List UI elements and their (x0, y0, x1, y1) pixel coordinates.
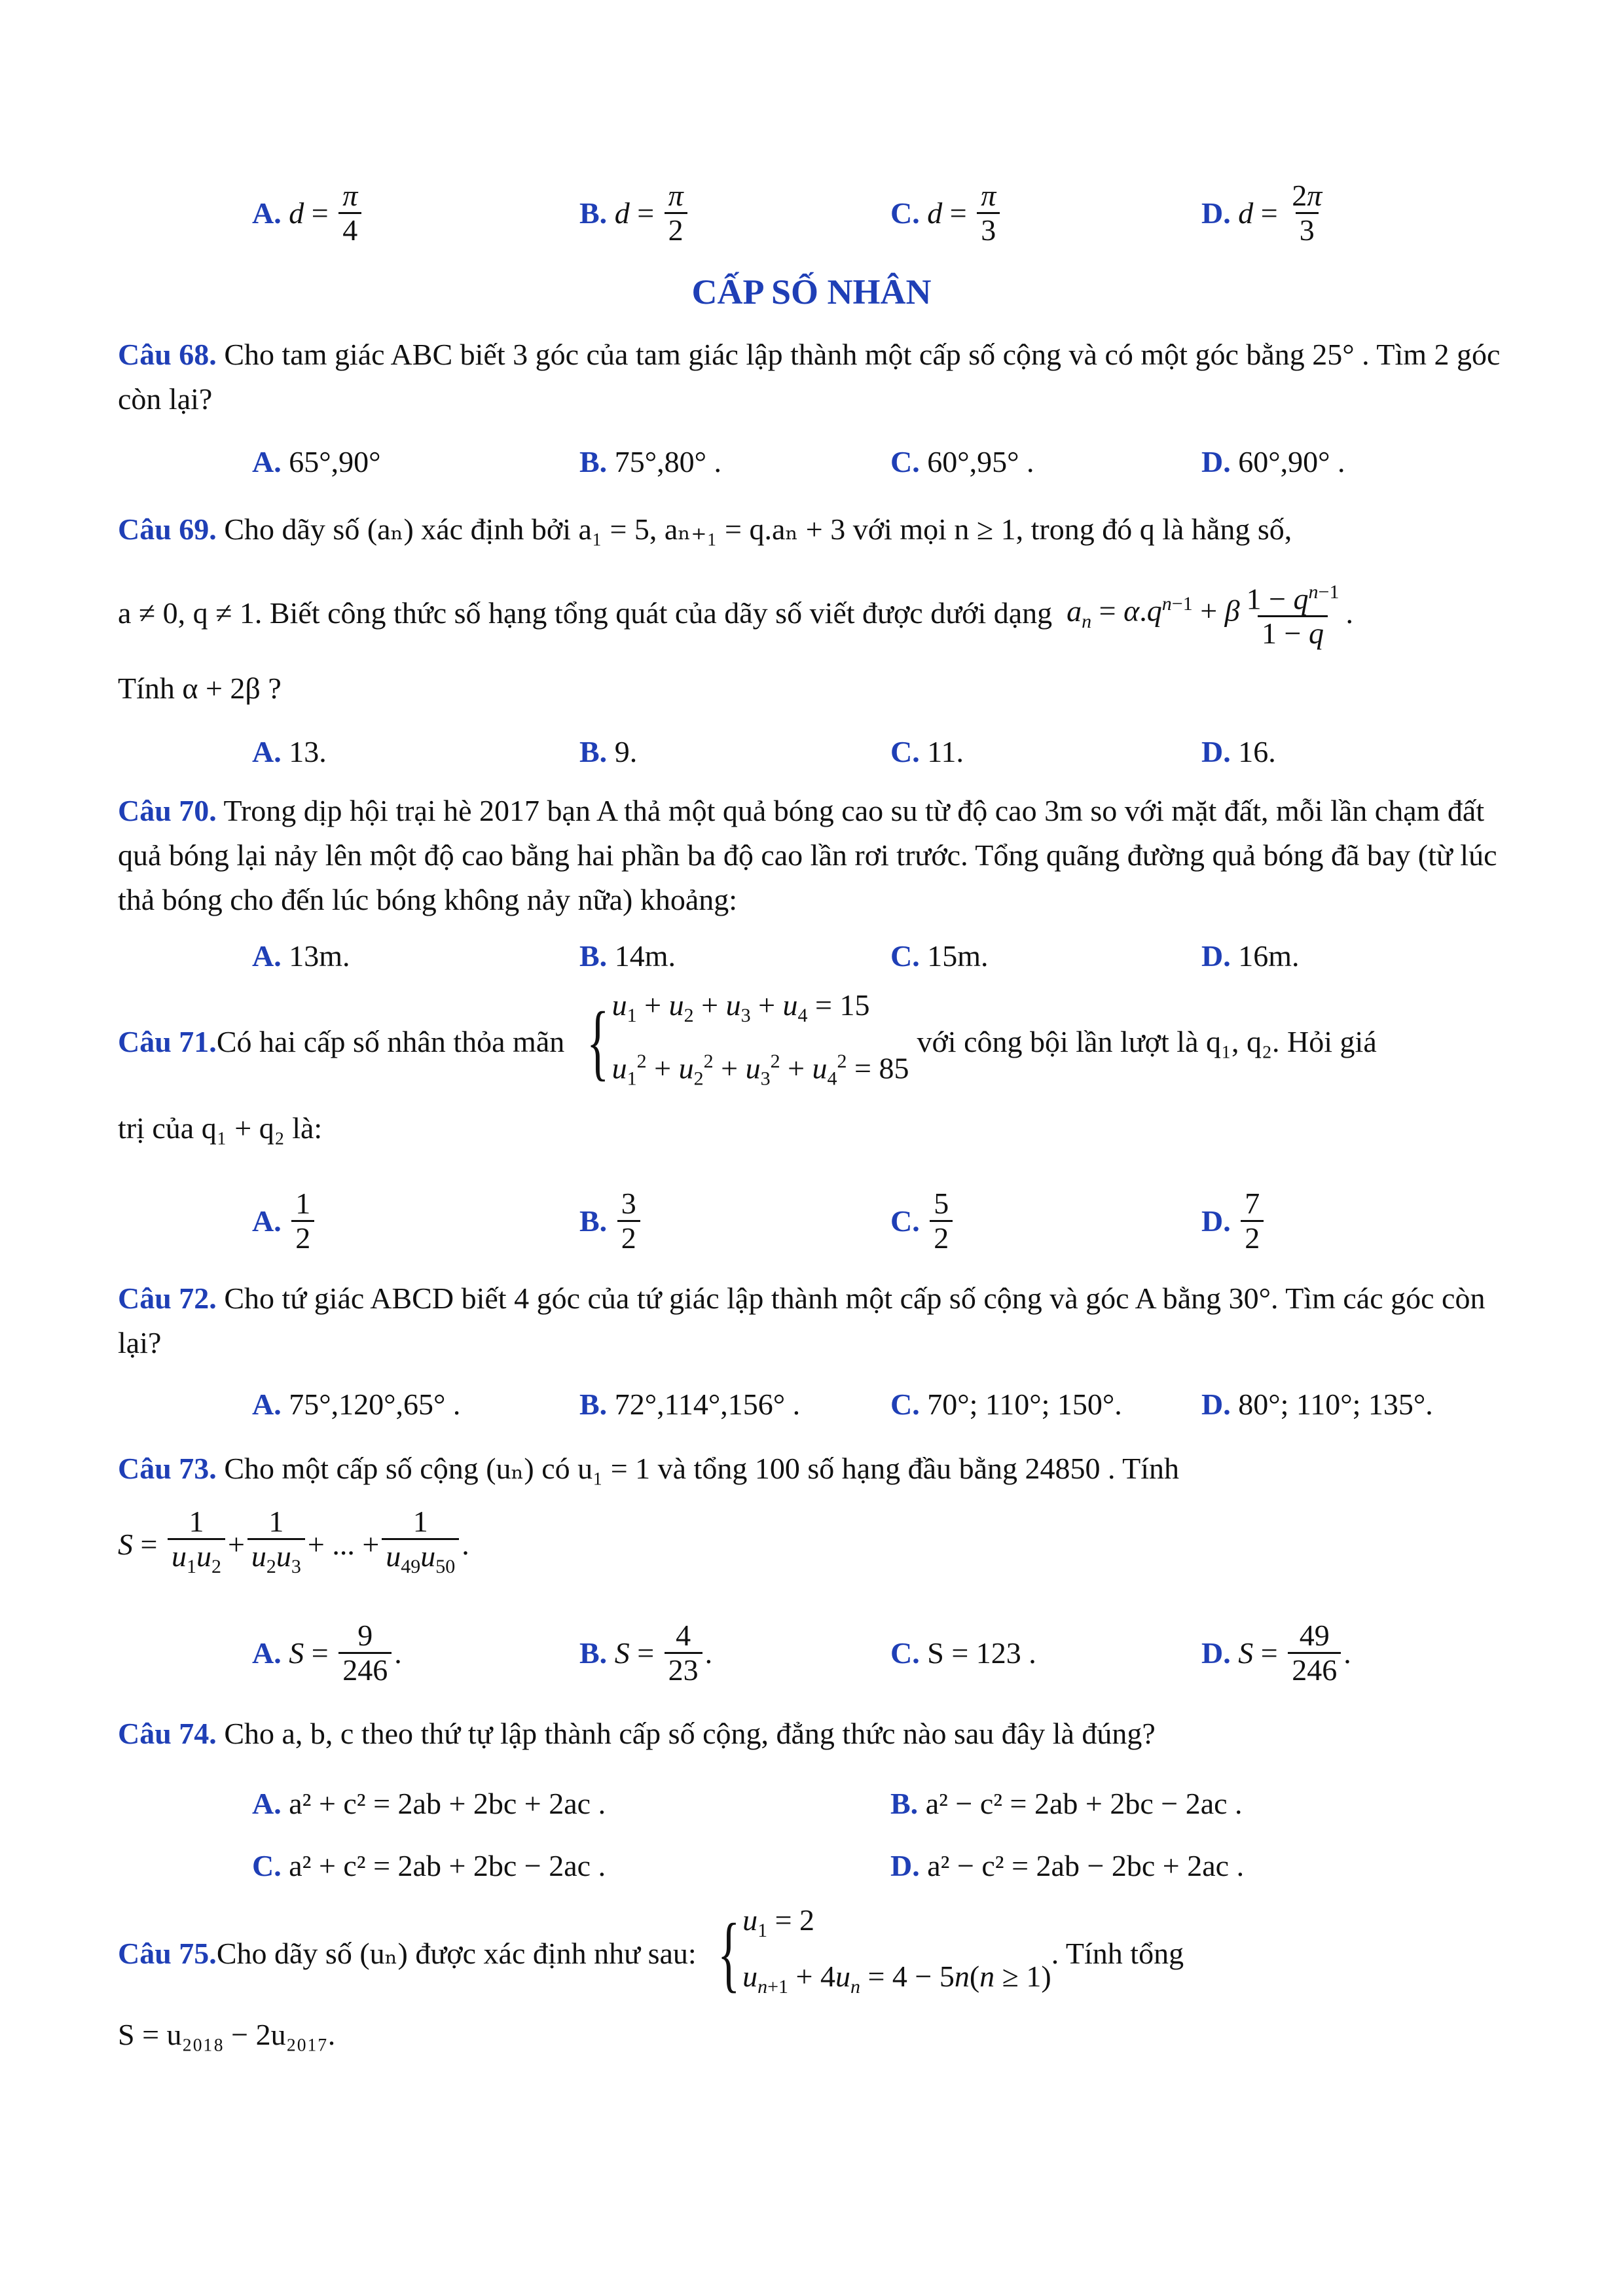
option-b[interactable]: B. 14m. (579, 939, 676, 973)
option-b[interactable]: B. d = $\frac{\pi}{2}$ (579, 183, 690, 242)
option-a[interactable]: A. 75°,120°,65° . (252, 1387, 461, 1421)
option-a[interactable]: A. 13. (252, 734, 327, 768)
question-72 (118, 1276, 1519, 1365)
question-69 (118, 507, 1519, 552)
options-70 (252, 926, 1529, 985)
question-75-line2: S = u₂₀₁₈ − 2u₂₀₁₇. (118, 2018, 336, 2051)
option-d[interactable]: D. a² − c² = 2ab − 2bc + 2ac . (890, 1848, 1245, 1882)
question-text: Trong dịp hội trại hè 2017 bạn A thả một quả bóng cao su từ độ cao 3m so với mặt đất, mỗi lần chạm đất quả bóng lại nảy lên một độ cao bằng hai phần ba độ cao lần rơi trước. Tổng quãng đường quả bóng đã bay (từ lúc thả bóng cho đến lúc bóng không nảy nữa) khoảng: (118, 794, 1497, 916)
options-74-row1 (252, 1774, 1529, 1833)
option-b[interactable]: B. a² − c² = 2ab + 2bc − 2ac . (890, 1786, 1243, 1820)
options-72 (252, 1374, 1529, 1433)
options-68 (252, 432, 1529, 491)
formula-s-73: S = $\frac{1}{u_1u_2}$ + $\frac{1}{u_2u_3}$ + ... + $\frac{1}{u_{49}u_{50}}$ . (118, 1499, 1519, 1590)
question-69-line2: a ≠ 0, q ≠ 1. Biết công thức số hạng tổng quát của dãy số viết được dưới dạng $a_n = \alpha.q^{n-1} + \beta$ $\frac{1 - q^{n-1}}{1 - q}$ . (118, 576, 1519, 650)
option-c[interactable]: C. $\frac{5}{2}$ (890, 1185, 955, 1257)
option-a[interactable]: A. S = $\frac{9}{246}$ . (252, 1618, 402, 1687)
option-a[interactable]: A. d = $\frac{\pi}{4}$ (252, 183, 364, 242)
question-text: Cho một cấp số cộng (uₙ) có u₁ = 1 và tổng 100 số hạng đầu bằng 24850 . Tính (216, 1452, 1180, 1485)
question-71 (118, 990, 1519, 1094)
question-label: Câu 68. (118, 338, 217, 371)
option-b[interactable]: B. S = $\frac{4}{23}$ . (579, 1618, 713, 1687)
equation-system: $u_1 + u_2 + u_3 + u_4 = 15$ $u_1^2 + u_2^2 + u_3^2 + u_4^2 = 85$ (611, 988, 909, 1090)
option-c[interactable]: C. 70°; 110°; 150°. (890, 1387, 1122, 1421)
option-b[interactable]: B. 72°,114°,156° . (579, 1387, 801, 1421)
option-c[interactable]: C. S = 123 . (890, 1636, 1036, 1670)
question-68 (118, 332, 1519, 422)
option-d[interactable]: D. 16. (1201, 734, 1276, 768)
option-b[interactable]: B. 75°,80° . (579, 444, 721, 478)
question-label: Câu 75. (118, 1937, 217, 1970)
question-label: Câu 71. (118, 1025, 217, 1058)
question-text: Cho tứ giác ABCD biết 4 góc của tứ giác lập thành một cấp số cộng và góc A bằng 30°. Tìm các góc còn lại? (118, 1282, 1486, 1359)
question-label: Câu 74. (118, 1717, 217, 1750)
question-71-line2: trị của q₁ + q₂ là: (118, 1111, 323, 1145)
option-c[interactable]: C. a² + c² = 2ab + 2bc − 2ac . (252, 1848, 606, 1882)
question-text: Cho dãy số (uₙ) được xác định như sau: (216, 1937, 697, 1970)
option-a[interactable]: A. a² + c² = 2ab + 2bc + 2ac . (252, 1786, 606, 1820)
question-73 (118, 1446, 1519, 1491)
option-c[interactable]: C. d = $\frac{\pi}{3}$ (890, 183, 1002, 242)
option-a[interactable]: A. 65°,90° (252, 444, 381, 478)
question-70 (118, 789, 1519, 922)
question-label: Câu 72. (118, 1282, 217, 1315)
question-text-line2: a ≠ 0, q ≠ 1. Biết công thức số hạng tổng quát của dãy số viết được dưới dạng (118, 596, 1053, 630)
question-69-line3: Tính α + 2β ? (118, 672, 282, 705)
option-c[interactable]: C. 60°,95° . (890, 444, 1034, 478)
options-73 (252, 1617, 1529, 1689)
question-74 (118, 1712, 1519, 1756)
question-75 (118, 1901, 1519, 2006)
question-text: Cho tam giác ABC biết 3 góc của tam giác lập thành một cấp số cộng và có một góc bằng 25° . Tìm 2 góc còn lại? (118, 338, 1501, 416)
question-label: Câu 73. (118, 1452, 217, 1485)
option-c[interactable]: C. 11. (890, 734, 964, 768)
option-d[interactable]: D. 16m. (1201, 939, 1300, 973)
options-69 (252, 722, 1529, 781)
top-options-row (252, 178, 1529, 247)
option-c[interactable]: C. 15m. (890, 939, 989, 973)
system-brace: { (587, 995, 610, 1089)
question-text: Có hai cấp số nhân thỏa mãn (216, 1025, 565, 1058)
formula-fraction: $\frac{1 - q^{n-1}}{1 - q}$ (1246, 581, 1340, 651)
question-label: Câu 70. (118, 794, 217, 827)
system-brace: { (717, 1907, 740, 2001)
option-d[interactable]: D. 60°,90° . (1201, 444, 1345, 478)
option-b[interactable]: B. 9. (579, 734, 638, 768)
option-d[interactable]: D. $\frac{7}{2}$ (1201, 1185, 1266, 1257)
section-title: CẤP SỐ NHÂN (691, 272, 932, 312)
question-text-post: với công bội lần lượt là q₁, q₂. Hỏi giá (917, 1025, 1377, 1058)
option-a[interactable]: A. 13m. (252, 939, 350, 973)
options-74-row2 (252, 1836, 1529, 1895)
question-text: Cho dãy số (aₙ) xác định bởi a₁ = 5, aₙ₊₁ = q.aₙ + 3 với mọi n ≥ 1, trong đó q là hằng số, (216, 512, 1292, 546)
option-a[interactable]: A. $\frac{1}{2}$ (252, 1185, 317, 1257)
question-text-post: . Tính tổng (1051, 1937, 1184, 1970)
question-label: Câu 69. (118, 512, 217, 546)
options-71 (252, 1185, 1529, 1257)
option-d[interactable]: D. S = $\frac{49}{246}$ . (1201, 1618, 1351, 1687)
formula-general-term: $a_n = \alpha.q^{n-1} + \beta$ (1067, 593, 1240, 632)
option-d[interactable]: D. d = $\frac{2\pi}{3}$ (1201, 178, 1322, 247)
option-b[interactable]: B. $\frac{3}{2}$ (579, 1185, 643, 1257)
question-text: Cho a, b, c theo thứ tự lập thành cấp số cộng, đẳng thức nào sau đây là đúng? (216, 1717, 1156, 1750)
recurrence-system: $u_1 = 2$ $u_{n+1} + 4u_n = 4 - 5n(n \ge 1)$ (742, 1903, 1051, 1998)
option-d[interactable]: D. 80°; 110°; 135°. (1201, 1387, 1433, 1421)
